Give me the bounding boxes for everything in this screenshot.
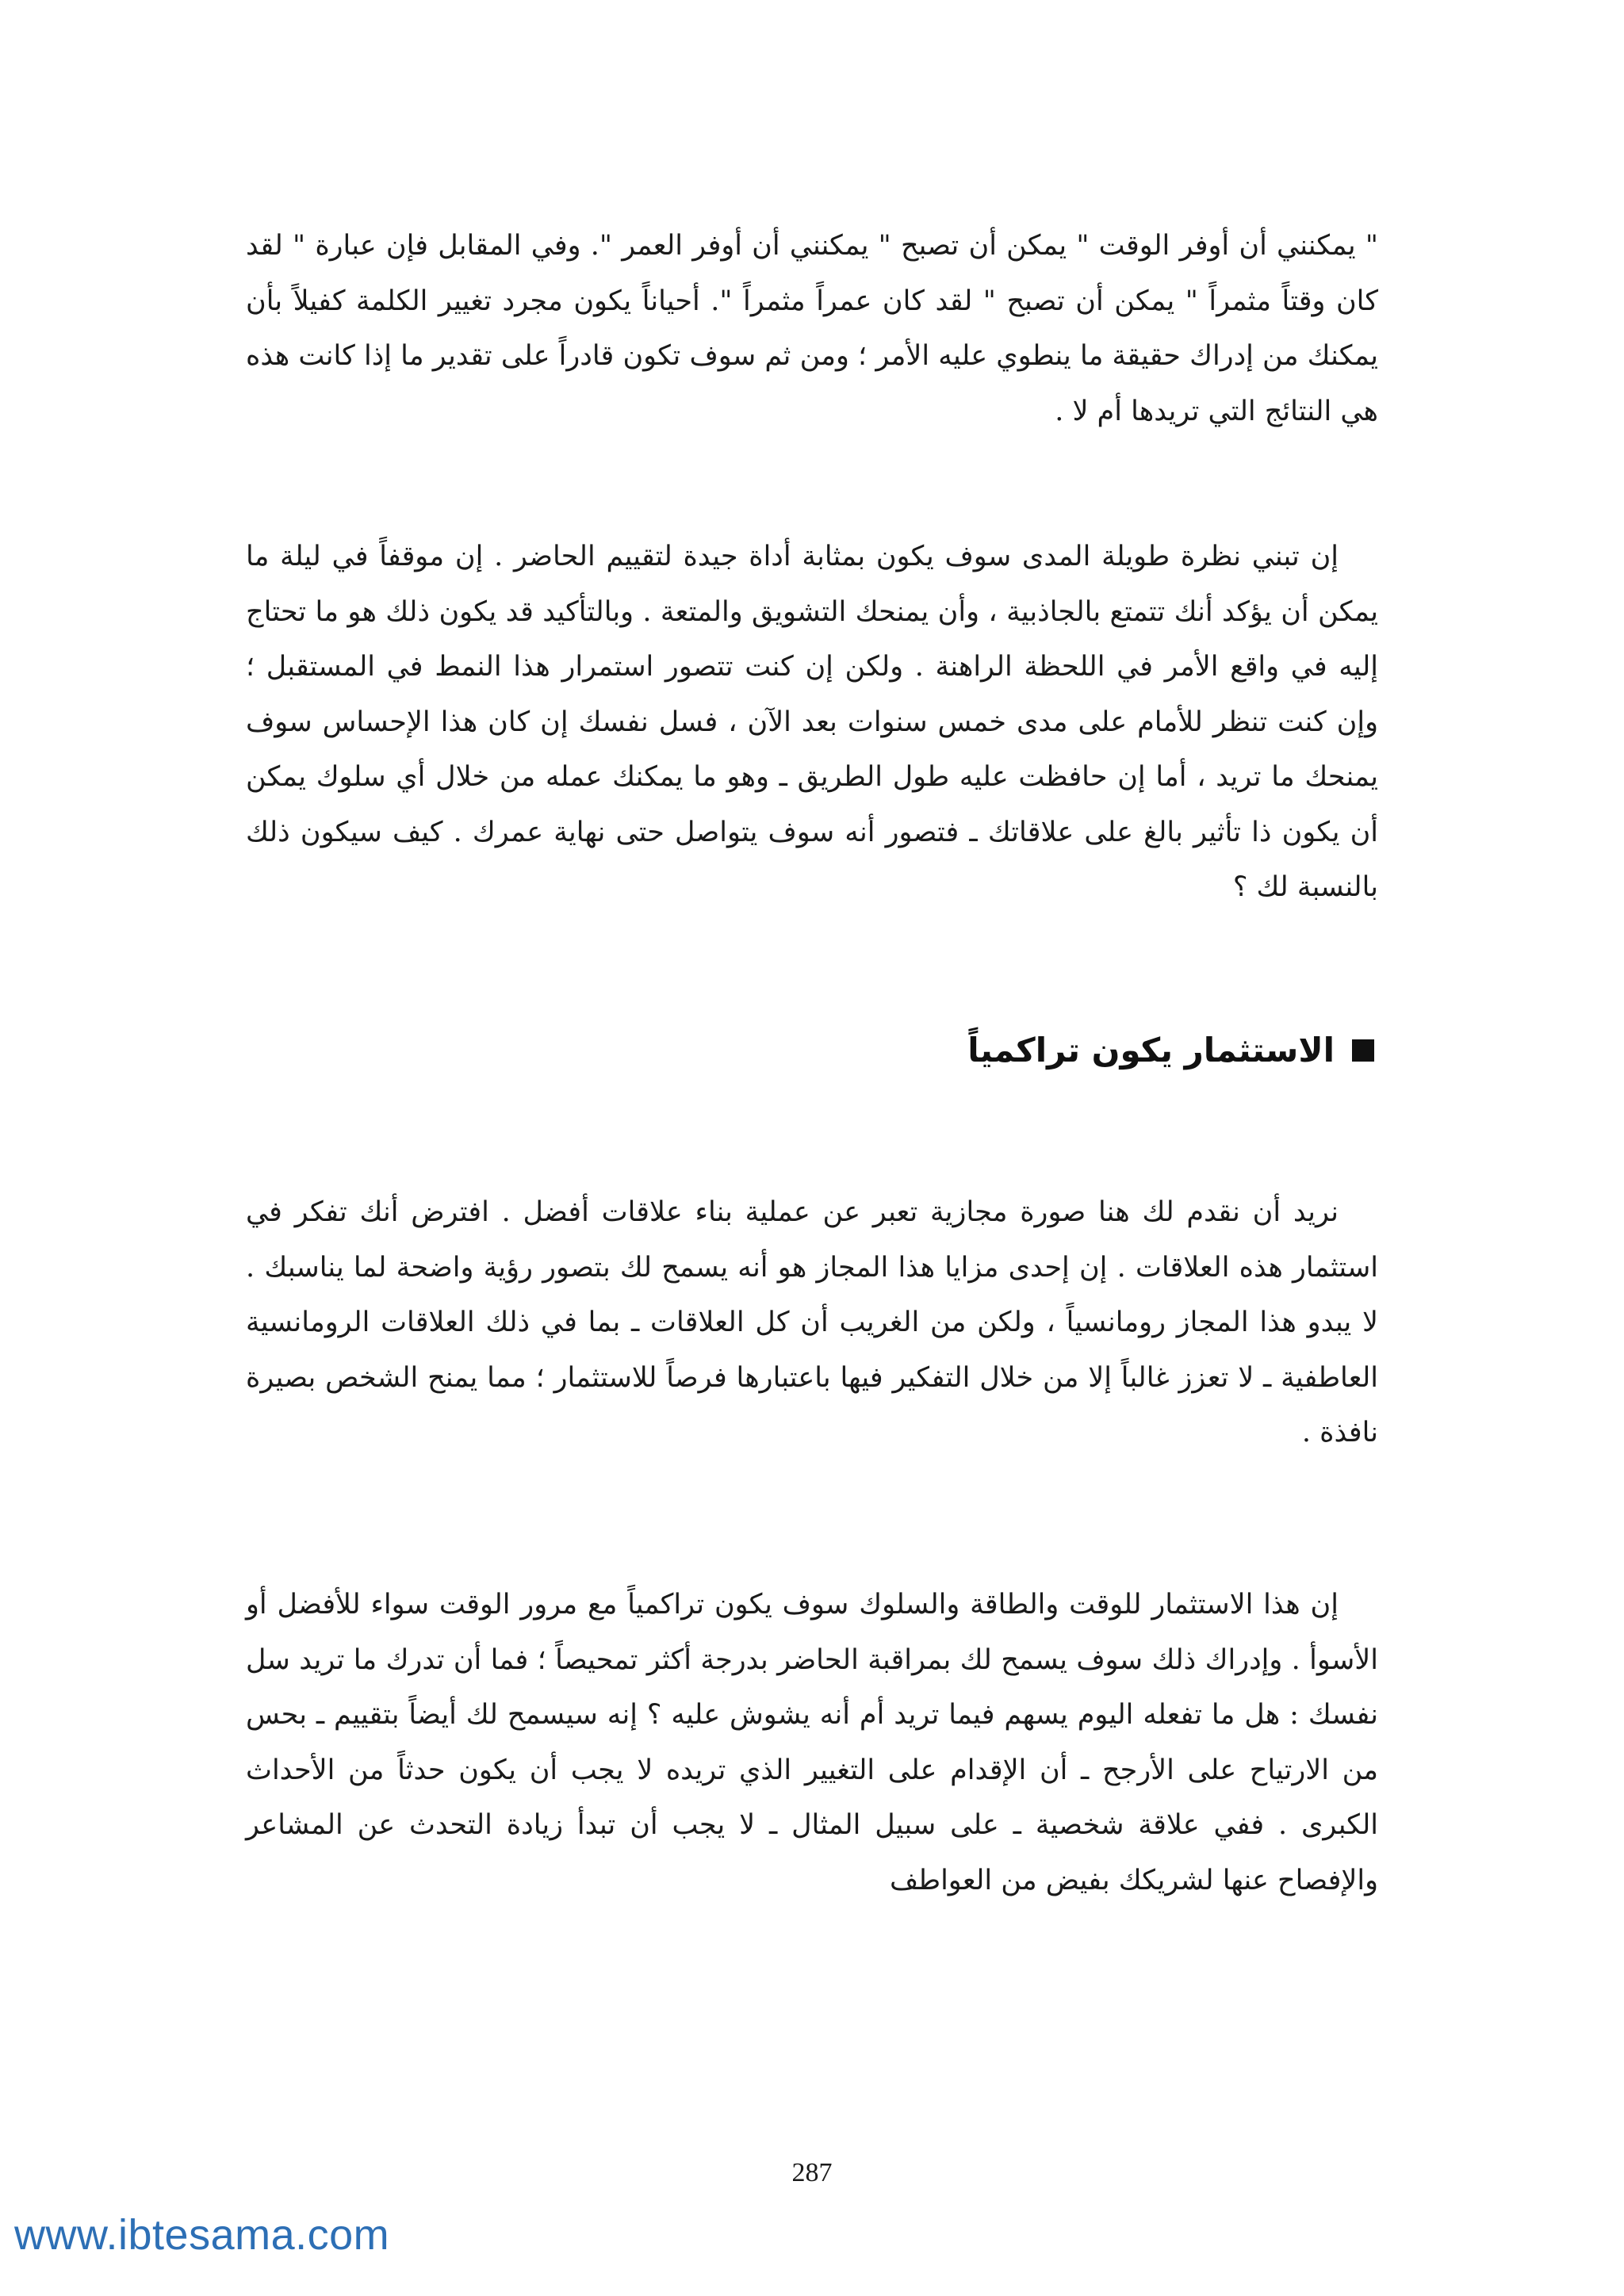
paragraph-2 [246,530,1378,916]
section-heading-text: الاستثمار يكون تراكمياً [967,1031,1335,1070]
paragraph-3-text: نريد أن نقدم لك هنا صورة مجازية تعبر عن عملية بناء علاقات أفضل . افترض أنك تفكر في استثمار هذه العلاقات . إن إحدى مزايا هذا المجاز هو أنه يسمح لك بتصور رؤية واضحة لما يناسبك . لا يبدو هذا المجاز رومانسياً ، ولكن من الغريب أن كل العلاقات ـ بما في ذلك العلاقات الرومانسية العاطفية ـ لا تعزز غالباً إلا من خلال التفكير فيها باعتبارها فرصاً للاستثمار ؛ مما يمنح الشخص بصيرة نافذة . [246,1196,1378,1448]
page-number: 287 [791,2158,833,2187]
paragraph-3 [246,1185,1378,1461]
paragraph-1: " يمكنني أن أوفر الوقت " يمكن أن تصبح " يمكنني أن أوفر العمر ". وفي المقابل فإن عبارة " لقد كان وقتاً مثمراً " يمكن أن تصبح " لقد كان عمراً مثمراً ". أحياناً يكون مجرد تغيير الكلمة كفيلاً بأن يمكنك من إدراك حقيقة ما ينطوي عليه الأمر ؛ ومن ثم سوف تكون قادراً على تقدير ما إذا كانت هذه هي النتائج التي تريدها أم لا . [246,230,1378,427]
section-heading [967,1031,1374,1070]
watermark-url: www.ibtesama.com [14,2211,390,2259]
paragraph-4-text: إن هذا الاستثمار للوقت والطاقة والسلوك سوف يكون تراكمياً مع مرور الوقت سواء للأفضل أو الأسوأ . وإدراك ذلك سوف يسمح لك بمراقبة الحاضر بدرجة أكثر تمحيصاً ؛ فما أن تدرك ما تريد سل نفسك : هل ما تفعله اليوم يسهم فيما تريد أم أنه يشوش عليه ؟ إنه سيسمح لك أيضاً بتقييم ـ بحس من الارتياح على الأرجح ـ أن الإقدام على التغيير الذي تريده لا يجب أن يكون حدثاً من الأحداث الكبرى . ففي علاقة شخصية ـ على سبيل المثال ـ لا يجب أن تبدأ زيادة التحدث عن المشاعر والإفصاح عنها لشريكك بفيض من العواطف [246,1589,1378,1896]
paragraph-2-text: إن تبني نظرة طويلة المدى سوف يكون بمثابة أداة جيدة لتقييم الحاضر . إن موقفاً في ليلة ما يمكن أن يؤكد أنك تتمتع بالجاذبية ، وأن يمنحك التشويق والمتعة . وبالتأكيد قد يكون ذلك هو ما تحتاج إليه في واقع الأمر في اللحظة الراهنة . ولكن إن كنت تتصور استمرار هذا النمط في المستقبل ؛ وإن كنت تنظر للأمام على مدى خمس سنوات بعد الآن ، فسل نفسك إن كان هذا الإحساس سوف يمنحك ما تريد ، أما إن حافظت عليه طول الطريق ـ وهو ما يمكنك عمله من خلال أي سلوك يمكن أن يكون ذا تأثير بالغ على علاقاتك ـ فتصور أنه سوف يتواصل حتى نهاية عمرك . كيف سيكون ذلك بالنسبة لك ؟ [246,541,1378,903]
black-square-icon [1352,1039,1374,1062]
paragraph-4 [246,1578,1378,1908]
